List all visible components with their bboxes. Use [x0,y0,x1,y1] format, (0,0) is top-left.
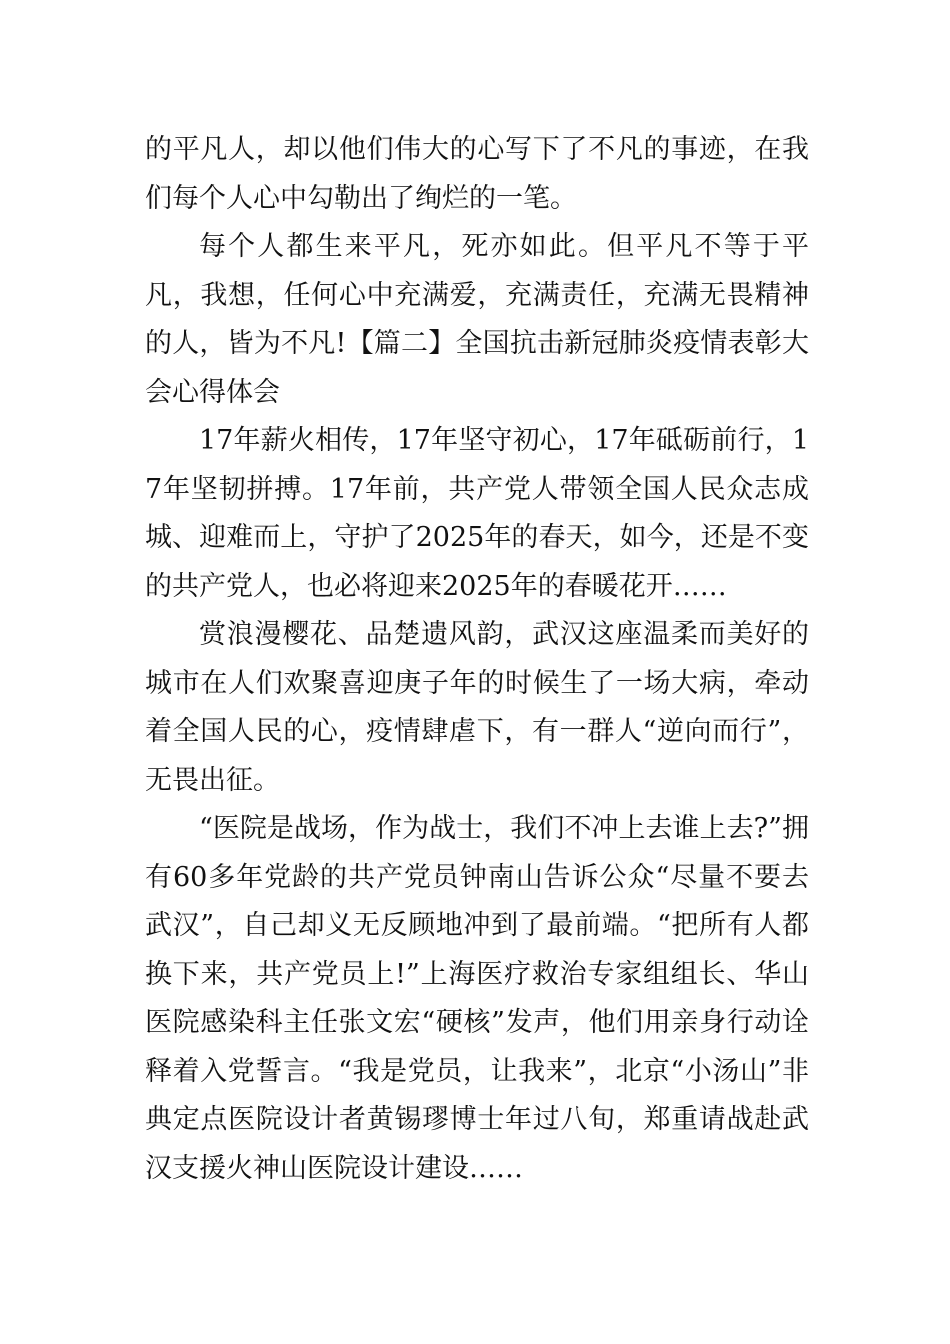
paragraph-continuation: 的平凡人，却以他们伟大的心写下了不凡的事迹，在我们每个人心中勾勒出了绚烂的一笔。 [145,134,809,214]
paragraph-ordinary-yet-extraordinary: 每个人都生来平凡，死亦如此。但平凡不等于平凡，我想，任何心中充满爱，充满责任，充满无畏精神的人，皆为不凡!【篇二】全国抗击新冠肺炎疫情表彰大会心得体会 [145,231,809,408]
document-body [145,126,809,1193]
paragraph-hospital-battlefield: “医院是战场，作为战士，我们不冲上去谁上去?”拥有60多年党龄的共产党员钟南山告诉公众“尽量不要去武汉”，自己却义无反顾地冲到了最前端。“把所有人都换下来，共产党员上!”上海医疗救治专家组组长、华山医院感染科主任张文宏“硬核”发声，他们用亲身行动诠释着入党誓言。“我是党员，让我来”，北京“小汤山”非典定点医院设计者黄锡璆博士年过八旬，郑重请战赴武汉支援火神山医院设计建设…… [145,813,809,1184]
paragraph-17-years: 17年薪火相传，17年坚守初心，17年砥砺前行，17年坚韧拼搏。17年前，共产党人带领全国人民众志成城、迎难而上，守护了2025年的春天，如今，还是不变的共产党人，也必将迎来2025年的春暖花开…… [145,425,809,602]
paragraph-wuhan: 赏浪漫樱花、品楚遗风韵，武汉这座温柔而美好的城市在人们欢聚喜迎庚子年的时候生了一场大病，牵动着全国人民的心，疫情肆虐下，有一群人“逆向而行”，无畏出征。 [145,619,809,796]
